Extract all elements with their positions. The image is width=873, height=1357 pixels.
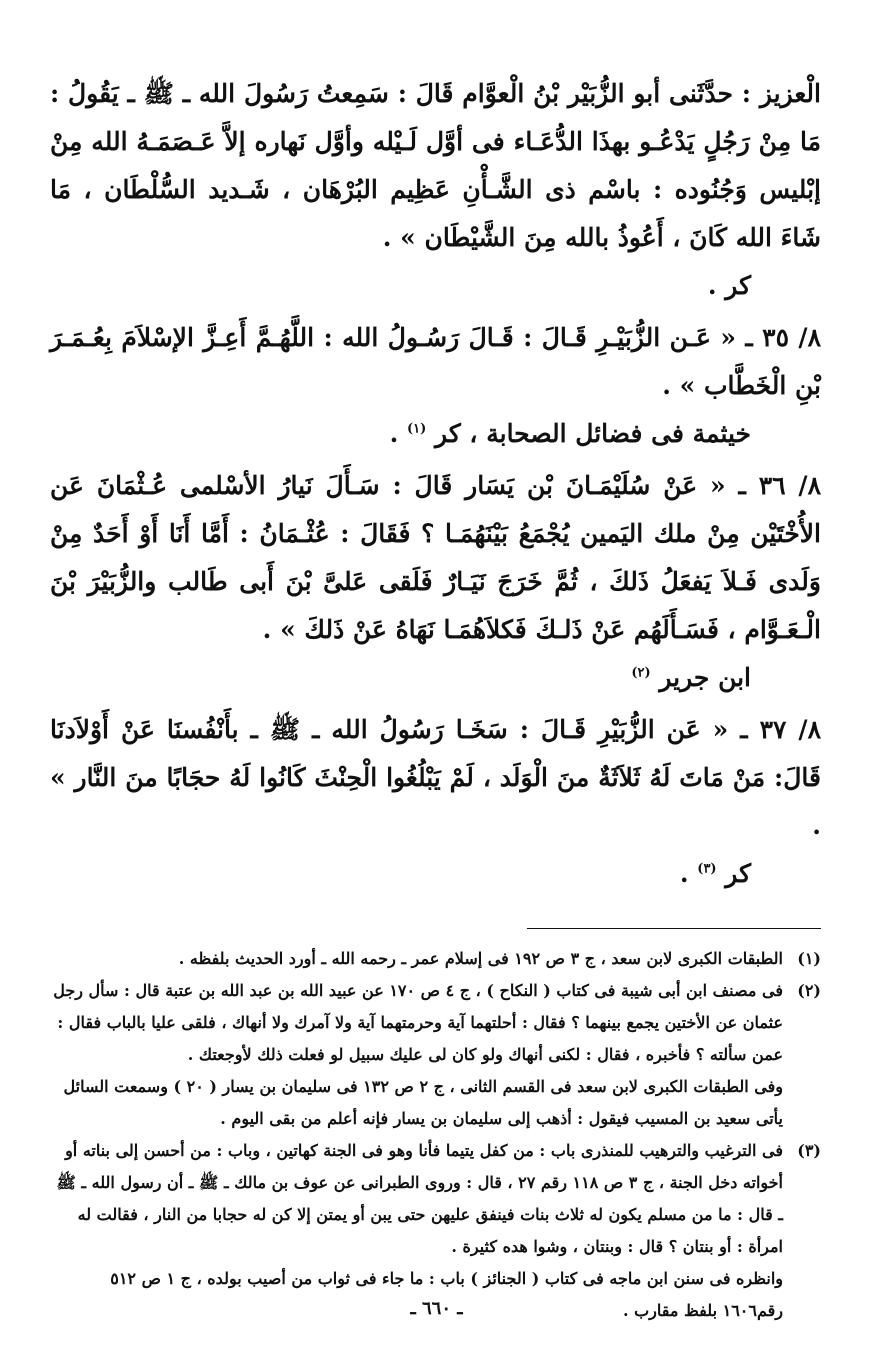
footnote-number: (٣) <box>797 1141 821 1160</box>
footnote-1 <box>50 943 821 975</box>
source-citation: كر $^{(٣)}$ . <box>679 859 751 888</box>
source-text: خيثمة فى فضائل الصحابة ، كر <box>435 419 751 448</box>
footnote-divider <box>527 928 821 929</box>
hadith-36: ٨/ ٣٦ ـ « عَنْ سُلَيْمَـانَ بْن يَسَار قَالَ : سَـأَلَ نَيارُ الأسْلمى عُـثْمَانَ عَن الأُخْتَيْن مِنْ ملك اليَمين يُجْمَعُ بَيْنَهُمَـا ؟ فَقَالَ : عُثْـمَانُ : أَمَّا أَنَا أَوْ أَحَدٌ مِنْ وَلَدى فَـلاَ يَفعَلُ ذَلكَ ، ثُمَّ خَرَجَ نَيَـارٌ فَلَقى عَلىَّ بْنَ أَبى طَالب والزُّبَيْرَ بْنَ الْـعَـوَّام ، فَسَـأَلَهُم عَنْ ذَلـكَ فَكلاَهُمَـا نَهَاهُ عَنْ ذَلكَ » . <box>50 471 821 644</box>
hadith-35: ٨/ ٣٥ ـ « عَـن الزُّبَيْـرِ قَـالَ : قَـالَ رَسُـولُ الله : اللَّهُـمَّ أَعِـزَّ الإسْلاَمَ بِعُـمَـرَ بْنِ الْخَطَّاب » . <box>50 323 821 400</box>
footnote-text: فى الترغيب والترهيب للمنذرى باب : من كفل يتيما فأنا وهو فى الجنة كهاتين ، وباب : من أحسن إلى بناته أو أخواته دخل الجنة ، ج ٣ ص ١١٨ رقم ٢٧ ، قال : وروى الطبرانى عن عوف بن مالك ـ ﷺ ـ أن رسول الله ـ ﷺ ـ قال : ما من مسلم يكون له ثلاث بنات فينفق عليهن حتى يبن أو يمتن إلا كن له حجابا من النار ، فقالت له امرأة : أو بنتان ؟ قال : وبنتان ، وشوا هده كثيرة . <box>56 1141 783 1256</box>
footnote-text: وانظره فى سنن ابن ماجه فى كتاب ( الجنائز ) باب : ما جاء فى ثواب من أصيب بولده ، ج ١ ص ٥١٢ رقم١٦٠٦ بلفظ مقارب . <box>110 1269 783 1320</box>
footnote-text: الطبقات الكبرى لابن سعد ، ج ٣ ص ١٩٢ فى إسلام عمر ـ رحمه الله ـ أورد الحديث بلفظه . <box>178 949 783 968</box>
footnote-text: وفى الطبقات الكبرى لابن سعد فى القسم الثانى ، ج ٢ ص ١٣٢ فى سليمان بن يسار ( ٢٠ ) وسمعت السائل يأتى سعيد بن المسيب فيقول : أذهب إلى سليمان بن يسار فإنه أعلم من بقى اليوم . <box>63 1077 783 1128</box>
footnote-text: فى مصنف ابن أبى شيبة فى كتاب ( النكاح ) ، ج ٤ ص ١٧٠ عن عبيد الله بن عبد الله بن عتبة قال : سأل رجل عثمان عن الأختين يجمع بينهما ؟ فقال : أحلتهما آية وحرمتهما آية ولا آمرك ولا أنهاك ، فلقى عليا بالباب فقال : عمن سألته ؟ فأخبره ، فقال : لكنى أنهاك ولو كان لى عليك سبيل لو فعلت ذلك لأوجعتك . <box>53 981 783 1064</box>
source-citation: كر . <box>707 271 751 300</box>
footnote-number: (١) <box>797 949 821 968</box>
footnote-2 <box>50 975 821 1135</box>
main-text <box>50 70 821 898</box>
source-citation <box>50 654 821 702</box>
page-number: ـ ٦٦٠ ـ <box>410 1298 463 1319</box>
footnote-ref: (١) <box>407 421 427 437</box>
hadith-37: ٨/ ٣٧ ـ « عَن الزُّبَيْرِ قَـالَ : سَخَـا رَسُولُ الله ـ ﷺ ـ بأَنْفُسنَا عَنْ أَوْلاَدنَا قَالَ: مَنْ مَاتَ لَهُ ثَلاَثَةٌ منَ الْوَلَد ، لَمْ يَبْلُغُوا الْحِنْثَ كَانُوا لَهُ حجَابًا منَ النَّار » . <box>50 715 821 840</box>
source-text: كر <box>725 859 751 888</box>
footnotes <box>50 943 821 1327</box>
hadith-continuation: الْعزيز : حدَّثَنى أبو الزُّبَيْر بْنُ الْعوَّام قَالَ : سَمِعتُ رَسُولَ الله ـ ﷺ ـ يَقُولُ : مَا مِنْ رَجُلٍ يَدْعُـو بهذَا الدُّعَـاء فى أوَّل لَـيْله وأوَّل نَهاره إلاَّ عَـصَمَـهُ الله مِنْ إبْليس وَجُنُوده : باسْم ذى الشَّـأْنِ عَظِيم البُرْهَان ، شَـديد السُّلْطَان ، مَا شَاءَ الله كَانَ ، أَعُوذُ بالله مِنَ الشَّيْطَان » . <box>50 79 821 252</box>
footnote-number: (٢) <box>797 981 821 1000</box>
source-text: ابن جرير <box>659 663 751 692</box>
footnote-ref: (٣) <box>697 861 717 877</box>
source-citation: خيثمة فى فضائل الصحابة ، كر $^{(١)}$ . <box>389 419 751 448</box>
footnote-ref: (٢) <box>631 665 651 681</box>
